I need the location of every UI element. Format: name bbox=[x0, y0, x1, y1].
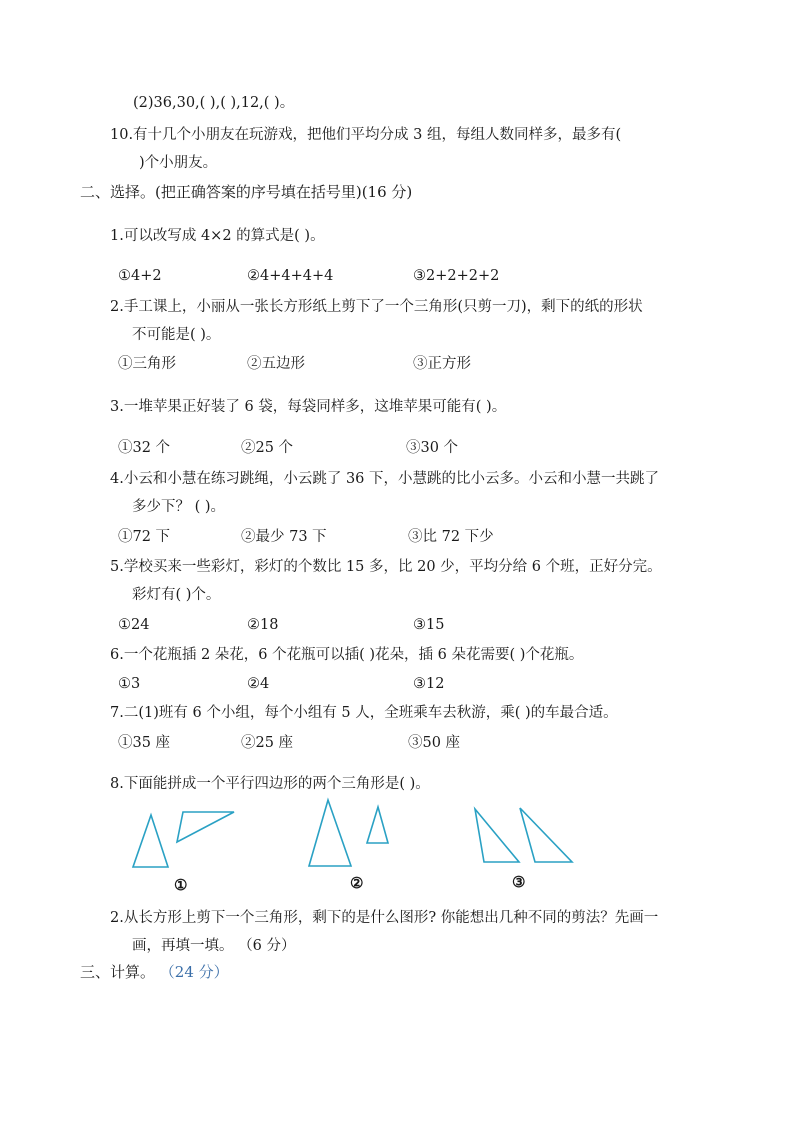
figure-2-triangle-large bbox=[309, 800, 351, 866]
question-1-option-1: ①4+2 bbox=[118, 268, 162, 284]
question-6-option-2: ②4 bbox=[247, 676, 270, 692]
q9-part2-line: (2)36,30,( ),( ),12,( )。 bbox=[133, 95, 295, 111]
extra-question-line2 bbox=[132, 936, 295, 956]
question-5-option-2: ②18 bbox=[247, 617, 279, 633]
question-6-option-1: ①3 bbox=[118, 676, 141, 692]
question-7-option-2: ②25 座 bbox=[241, 735, 294, 751]
section3-points: （24 分） bbox=[159, 963, 229, 981]
question-4-option-2: ②最少 73 下 bbox=[241, 529, 327, 545]
q10-line2: )个小朋友。 bbox=[139, 155, 218, 171]
question-3-option-2: ②25 个 bbox=[241, 440, 294, 456]
figure-1-triangle-a bbox=[133, 815, 168, 867]
question-5-option-1: ①24 bbox=[118, 617, 150, 633]
question-5-stem-line1: 5.学校买来一些彩灯，彩灯的个数比 15 多，比 20 少，平均分给 6 个班，正好分完。 bbox=[110, 559, 662, 575]
figure-1-label: ① bbox=[174, 876, 188, 894]
question-7-stem: 7.二(1)班有 6 个小组，每个小组有 5 人，全班乘车去秋游，乘( )的车最合适。 bbox=[110, 705, 618, 721]
question-2-option-1: ①三角形 bbox=[118, 356, 176, 372]
question-3-option-3: ③30 个 bbox=[406, 440, 459, 456]
q10-line1: 10.有十几个小朋友在玩游戏，把他们平均分成 3 组，每组人数同样多，最多有( bbox=[110, 127, 622, 143]
question-3-stem: 3.一堆苹果正好装了 6 袋，每袋同样多，这堆苹果可能有( )。 bbox=[110, 399, 507, 415]
extra-question-line1: 2.从长方形上剪下一个三角形，剩下的是什么图形? 你能想出几种不同的剪法？先画一 bbox=[110, 910, 659, 926]
question-2-stem-line1: 2.手工课上，小丽从一张长方形纸上剪下了一个三角形(只剪一刀)，剩下的纸的形状 bbox=[110, 299, 643, 315]
question-1-stem: 1.可以改写成 4×2 的算式是( )。 bbox=[110, 228, 325, 244]
figure-3-triangle-b bbox=[520, 808, 572, 862]
figure-2-triangle-small bbox=[367, 807, 388, 843]
question-2-stem-line2: 不可能是( )。 bbox=[132, 327, 221, 343]
question-7-option-1: ①35 座 bbox=[118, 735, 171, 751]
extra-question-line2-text: 画，再填一填。 bbox=[132, 938, 234, 954]
question-1-option-3: ③2+2+2+2 bbox=[413, 268, 500, 284]
question-4-stem-line2: 多少下？ ( )。 bbox=[132, 499, 226, 515]
question-5-option-3: ③15 bbox=[413, 617, 445, 633]
figure-3-triangle-a bbox=[475, 809, 519, 862]
question-8-stem: 8.下面能拼成一个平行四边形的两个三角形是( )。 bbox=[110, 776, 430, 792]
question-4-option-1: ①72 下 bbox=[118, 529, 171, 545]
question-1-option-2: ②4+4+4+4 bbox=[247, 268, 334, 284]
section3-title-line bbox=[80, 962, 229, 982]
extra-question-points: （6 分） bbox=[238, 938, 296, 954]
section2-title: 二、选择。(把正确答案的序号填在括号里)(16 分) bbox=[80, 183, 413, 201]
question-5-stem-line2: 彩灯有( )个。 bbox=[132, 587, 221, 603]
question-3-option-1: ①32 个 bbox=[118, 440, 171, 456]
question-6-option-3: ③12 bbox=[413, 676, 445, 692]
section3-title: 三、计算。 bbox=[80, 963, 156, 981]
question-6-stem: 6.一个花瓶插 2 朵花，6 个花瓶可以插( )花朵，插 6 朵花需要( )个花瓶。 bbox=[110, 647, 584, 663]
question-2-option-3: ③正方形 bbox=[413, 356, 471, 372]
figure-3-label: ③ bbox=[512, 873, 526, 891]
question-7-option-3: ③50 座 bbox=[408, 735, 461, 751]
question-2-option-2: ②五边形 bbox=[247, 356, 305, 372]
question-4-stem-line1: 4.小云和小慧在练习跳绳，小云跳了 36 下，小慧跳的比小云多。小云和小慧一共跳了 bbox=[110, 471, 660, 487]
figure-1-triangle-b bbox=[177, 812, 234, 842]
question-4-option-3: ③比 72 下少 bbox=[408, 529, 494, 545]
figure-2-label: ② bbox=[350, 874, 364, 892]
